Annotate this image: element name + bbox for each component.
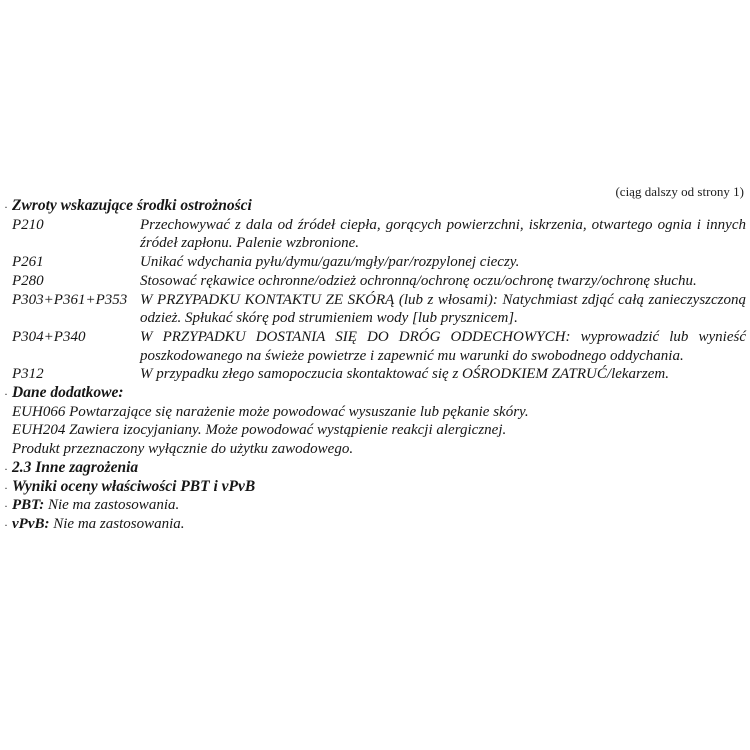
pbt-row: [4, 496, 746, 515]
continuation-note: (ciąg dalszy od strony 1): [615, 184, 744, 199]
statement-row: [12, 216, 746, 253]
vpvb-value: Nie ma zastosowania.: [53, 515, 185, 532]
statement-text: Stosować rękawice ochronne/odzież ochronną/ochronę oczu/ochronę twarzy/ochronę słuchu.: [140, 272, 697, 289]
bullet-marker: ·: [4, 387, 8, 402]
statement-row: [12, 365, 746, 384]
section-heading-other-hazards: [4, 458, 746, 478]
statement-text: W przypadku złego samopoczucia skontaktować się z OŚRODKIEM ZATRUĆ/lekarzem.: [140, 366, 669, 383]
bullet-marker: ·: [4, 480, 8, 495]
section-heading-pbt-vpvb-results: [4, 477, 746, 497]
section-heading-label: 2.3 Inne zagrożenia: [12, 458, 139, 476]
professional-use-line: Produkt przeznaczony wyłącznie do użytku zawodowego.: [12, 441, 354, 458]
statement-row: [12, 272, 746, 291]
statement-code: P210: [12, 216, 44, 233]
statement-code: P261: [12, 254, 44, 271]
statement-text: Unikać wdychania pyłu/dymu/gazu/mgły/par/rozpylonej cieczy.: [140, 254, 520, 271]
section-heading-additional-data: [4, 384, 746, 403]
statement-code: P280: [12, 272, 44, 289]
bullet-marker: ·: [4, 200, 8, 214]
euh204-line: EUH204 Zawiera izocyjaniany. Może powodować wystąpienie reakcji alergicznej.: [12, 422, 507, 439]
pbt-value: Nie ma zastosowania.: [47, 497, 180, 514]
section-heading-label: Wyniki oceny właściwości PBT i vPvB: [12, 477, 256, 495]
statement-code: P304+P340: [12, 328, 86, 345]
statement-text: W PRZYPADKU DOSTANIA SIĘ DO DRÓG ODDECHOWYCH: wyprowadzić lub wynieść poszkodowanego na świeże powietrze i zapewnić mu warunki do swobodnego oddychania.: [140, 328, 746, 364]
bullet-marker: ·: [4, 461, 8, 476]
vpvb-label: vPvB:: [12, 515, 50, 532]
statement-row: [12, 328, 746, 365]
pbt-label: PBT:: [12, 497, 45, 514]
section-heading-label: Dane dodatkowe:: [12, 384, 124, 402]
statement-text: W PRZYPADKU KONTAKTU ZE SKÓRĄ (lub z włosami): Natychmiast zdjąć całą zanieczyszczoną odzież. Spłukać skórę pod strumieniem wody [lub prysznicem].: [140, 291, 746, 327]
statement-code: P312: [12, 366, 44, 383]
document-content: [4, 197, 746, 534]
statement-code: P303+P361+P353: [12, 291, 128, 308]
bullet-marker: ·: [4, 499, 8, 514]
statement-row: [12, 291, 746, 328]
euh066-line: EUH066 Powtarzające się narażenie może powodować wysuszanie lub pękanie skóry.: [12, 403, 529, 420]
section-heading-label: Zwroty wskazujące środki ostrożności: [12, 197, 252, 214]
statement-row: [12, 253, 746, 272]
statement-text: Przechowywać z dala od źródeł ciepła, gorących powierzchni, iskrzenia, otwartego ognia i innych źródeł zapłonu. Palenie wzbronione.: [140, 216, 746, 252]
section-heading-precautionary-statements: [4, 197, 746, 216]
vpvb-row: [4, 515, 746, 534]
bullet-marker: ·: [4, 517, 8, 532]
